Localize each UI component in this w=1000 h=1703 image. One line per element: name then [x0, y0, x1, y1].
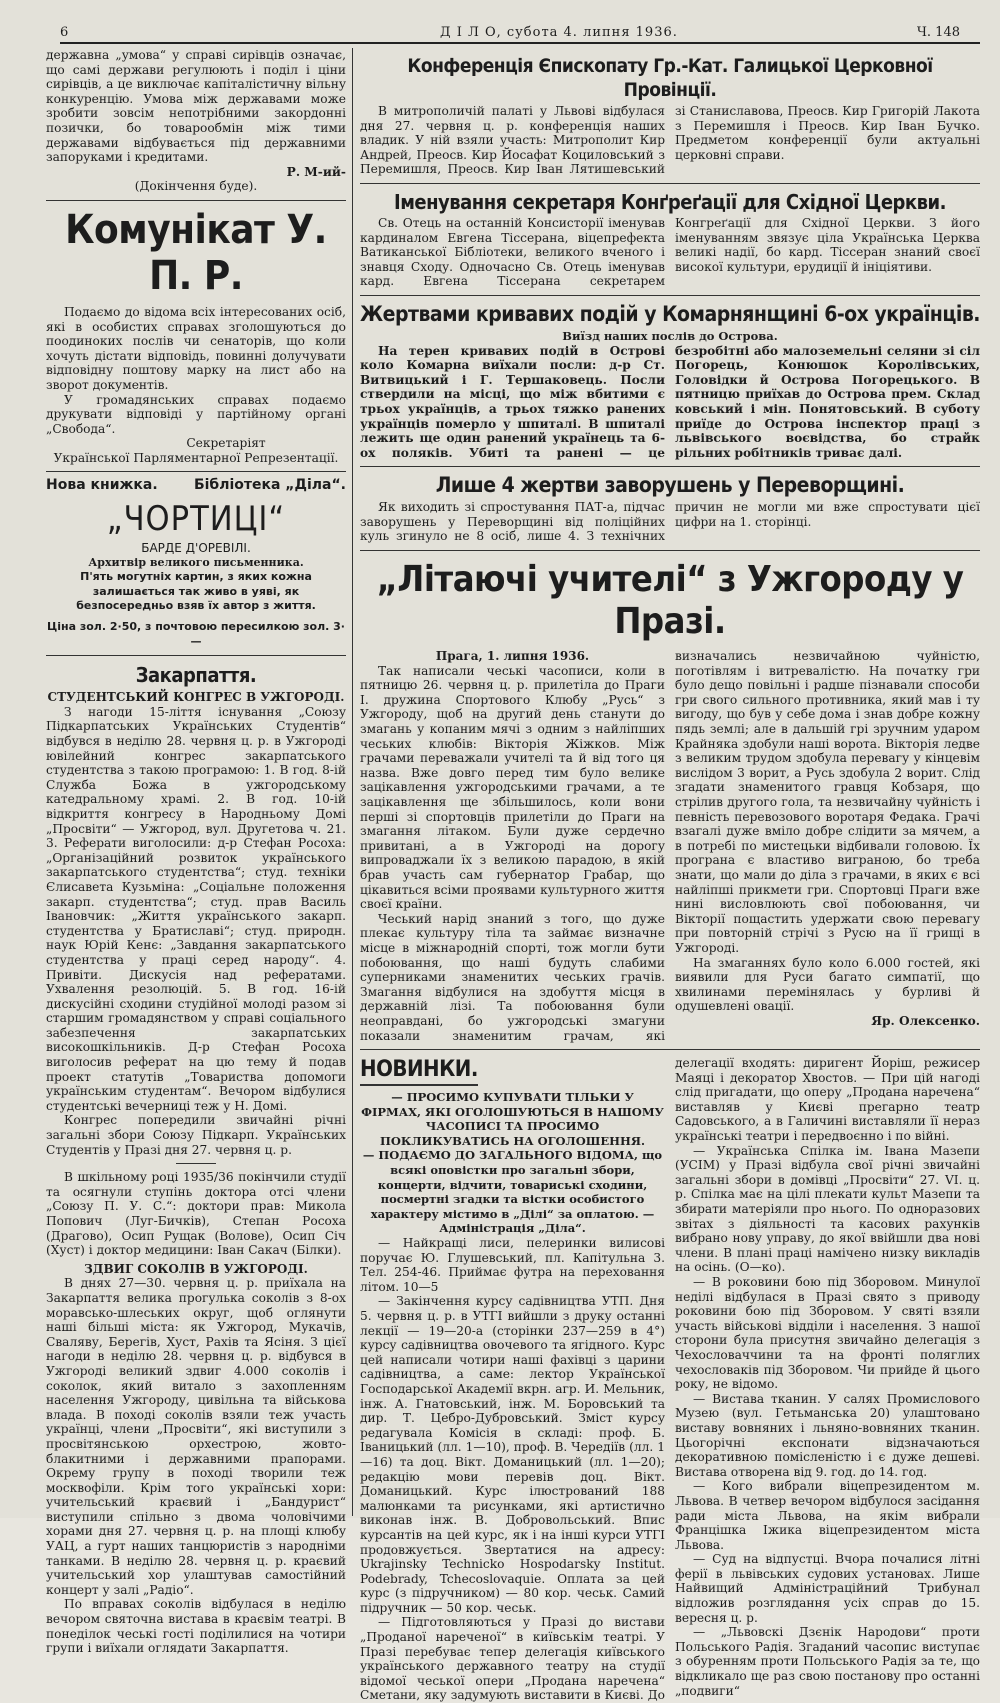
left-column: [46, 48, 346, 1656]
short-rule: [176, 1163, 216, 1164]
congress-title: СТУДЕНТСЬКИЙ КОНГРЕС В УЖГОРОДІ.: [47, 690, 345, 705]
page-number: 6: [60, 24, 69, 40]
ad-library: Бібліотека „Діла“.: [193, 477, 346, 494]
komunikat-paragraph: У громадянських справах подаємо друкувати відповіді у партійному органі „Свобода“.: [46, 392, 346, 436]
victims-subtitle: Виїзд наших послів до Острова.: [562, 328, 778, 343]
congress-paragraph: Конгрес попередили звичайні річні загальні збори Союзу Підкарп. Українських Студентів у Празі дня 27. червня ц. р.: [46, 1113, 346, 1157]
ad-label: Нова книжка.: [46, 477, 158, 494]
news-item: — Закінчення курсу садівництва УТП. Дня 5. червня ц. р. в УТГІ вийшли з друку останні лекції — 19—20-а (сторінки 237—259 в 4°) курсу садівництва овочевого та ягідного. Курс цей написали чотири наші фахівці з царини садівництва, а саме: лектор Української Господарської Академії вкрн. агр. И. Мельник, інж. А. Гнатовський, інж. М. Боровський та дир. Т. Цебро-Дубровський. Зміст курсу редагувала Комісія в складі: проф. Б. Іваницький (лл. 1—10), проф. В. Чередіїв (лл. 1—16) та доц. Вікт. Доманицький (лл. 1—20); редакцію мови перевів доц. Вікт. Доманицький. Курс ілюстрований 188 малюнками та рисунками, які артистично виконав інж. В. Добровольський. Впис курсантів на цей курс, як і на інші курси УТГІ продовжується. Звертатися на адресу: Ukrajinsky Technicko Hospodarsky Institut. Podebrady, Tchecoslovaquie. Оплата за цей курс (з підручником) — 80 кор. чеськ. Самий підручник — 50 кор. чеськ.: [360, 1294, 665, 1615]
congress-paragraph: З нагоди 15-ліття існування „Союзу Підкарпатських Українських Студентів“ відбувся в неділю 28. червня ц. р. в Ужгороді ювілейний конгрес закарпатського студентства з такою програмою: 1. В год. 8-ій Служба Божа в ужгородському катедральному храмі. 2. В год. 10-ій відкриття конгресу в Народньому Домі „Просвіти“ — Ужгород, вул. Другетова ч. 21. 3. Реферати виголосили: д-р Стефан Росоха: „Організаційний розвиток українського закарпатського студентства“; студ. техніки Єлисавета Кузьміна: „Соціальне положення закарп. студентства“; студ. прав Василь Івановчик: „Життя українського закарп. студентства у Братиславі“; студ. природн. наук Юрій Кенє: „Завдання закарпатського студентства у праці серед народу“. 4. Привіти. Дискусія над рефератами. Ухвалення резолюцій. 5. В год. 16-ій дискусійні сходини студійної молоді разом зі старшим громадянством у справі соціального забезпечення закарпатських високошкільників. Д-р Стефан Росоха виголосив реферат на цю тему й подав проект статутів „Товариства допомоги українським студентам“. Вечором відбулися студентські вечерниці теж у Н. Домі.: [46, 704, 346, 1113]
news-item: — „Львовскі Дзєнік Народови“ проти Польського Радія. Згаданий часопис виступає з обуренням проти Польського Радія за те, що відкликало ще раз свою постанову про останні „подвиги“: [675, 1625, 980, 1698]
divider: [360, 295, 980, 296]
news-item: — Кого вибрали віцепрезидентом м. Львова. В четвер вечором відбулося засідання ради міста Львова, на якім вибрали Францішка Іжика віцепрезидентом міста Львова.: [675, 1479, 980, 1552]
news-item: — Підготовляються у Празі до вистави „Проданої нареченої“ в київськім театрі. У Празі перебуває тепер делегація київського українського державного театру на студії відомої чеської опери „Продана наречена“ Сметани, яку задумують виставити в Києві. До делегації входять: диригент Йоріш, режисер Маяці і декоратор Хвостов. — При цій нагоді слід пригадати, що оперу „Продана наречена“ виставляв у Києві прегарно театр Садовського, а в Галичині виставляли її нераз українські театри і передвоєнно і по війні.: [360, 1056, 980, 1703]
article-author: Р. М-ий-: [286, 164, 346, 179]
divider: [46, 471, 346, 472]
news-item: — Вистава тканин. У салях Промислового Музею (вул. Гетьманська 20) улаштовано виставу вовняних і льняно-вовняних тканин. Цьогорічні експонати відзначаються декоративною помісленістю і є дуже дешеві. Вистава отворена від 9. год. до 14. год.: [675, 1391, 980, 1479]
doctors-paragraph: В шкільному році 1935/36 покінчили студії та осягнули ступінь доктора отсі члени „Союзу П. У. С.“: доктори прав: Микола Попович (Луг-Бичків), Степан Росоха (Драгово), Осип Рущак (Волове), Осип Січ (Хуст) і доктор медицини: Іван Сакач (Білки).: [46, 1170, 346, 1258]
teachers-paragraph: Так написали чеські часописи, коли в пятницю 26. червня ц. р. прилетіла до Праги І. дружина Спортового Клюбу „Русь“ з Ужгороду, щоб на другий день станути до змагань у копаним мячі з одним з найліпших чеських клюбів: Вікторія Жіжков. Між грачами переважали учителі та й від того ця назва. Вже довго перед тим було велике зацікавлення ужгородськими грачами, а те зацікавлення ще збільшилось, коли вони перші зі спортовців прилетіли до Праги на змагання літаком. Були дуже сердечно привитані, а в Ужгороді на дорогу випроваджали їх з великою парадою, в якій брав участь сам губернатор Грабар, що цікавиться всіми проявами культурного життя своєї країни.: [360, 663, 665, 912]
continuation-text: державна „умова“ у справі сирівців означає, що самі держави регулюють і поділ і ціни сирівців, а це виключає капіталістичну вільну конкуренцію. Умова між державами може зробити зовсім непотрібними закордонні позички, бо товарообмін між тими державами відбувається під державними запоруками і кредитами.: [46, 48, 346, 165]
book-author: БАРДЕ Д'ОРЕВІЛІ.: [141, 541, 251, 556]
news-section: [360, 1056, 980, 1703]
news-item: — Суд на відпустці. Вчора почалися літні ферії в львівських судових установах. Лише Найвищий Адміністраційний Трибунал відложив розглядання усіх справ до 15. вересня ц. р.: [675, 1552, 980, 1625]
teachers-paragraph: Чеський нарід знаний з того, що дуже плекає культуру тіла та займає визначне місце в міжнародній спорті, тож могли бути побоювання, що наші будуть слабими суперниками знаменитих чеських грачів. Змагання відбулися на здобуття місця в державній лізі. Та побоювання були неоправдані, бо ужгородські змагуни показали знаменитим грачам, які визначались незвичайною чуйністю, поготівлям і витревалістю. На початку гри було дещо повільні і радше пізнавали способи гри свого сильного противника, який мав і ту вигоду, що був у себе дома і знав добре кожну пядь землі; але в дальшій грі зручним ударом Крайняка здобули наші ворота. Вікторія ледве з великим трудом здобула перевагу у кінцевім вислідом 3 ворит, а Русь здобула 2 ворит. Слід згадати знаменитого гравця Кобзаря, що стрілив другого гола, та незвичайну чуйність і певність перевозового воротаря Федака. Грачі взагалі дуже вміло добре слідити за мячем, а в потребі по мистецьки відбивали головою. Їх програна є властиво виграною, бо треба знати, що мали до діла з грачами, в яких є всі найліпші прикмети гри. Спортовці Праги вже нині висловлюють свої побоювання, чи Вікторії пощастить удержати свою перевагу при повторній стрічі з Русю на її грищі в Ужгороді.: [360, 649, 980, 1043]
header-rule: [60, 42, 980, 44]
book-ad-header: [46, 478, 346, 493]
news-item: — Українська Спілка ім. Івана Мазепи (УСІМ) у Празі відбула свої річні звичайні загальні збори в домівці „Просвіти“ 27. VI. ц. р. Спілка має на цілі плекати культ Мазепи та збирати матеріяли про нього. По одноразових звітах з діяльності та касових рахунків вибрано нову управу, до якої ввійшли два нові члени. В плані праці намічено низку викладів на осінь. (О—ко).: [675, 1143, 980, 1275]
continuation-note: (Докінчення буде).: [134, 179, 258, 194]
issue-number: Ч. 148: [916, 24, 960, 40]
komunikat-paragraph: Подаємо до відома всіх інтересованих осіб, які в особистих справах зголошуються до поодиноких послів чи сенаторів, що коли хочуть дістати відповідь, повинні долучувати відповідну поштову марку на лист або на зворот документів.: [46, 304, 346, 392]
news-caps: — ПОДАЄМО ДО ЗАГАЛЬНОГО ВІДОМА, що всякі оповістки про загальні збори, концерти, відчити, товариські сходини, посмертні згадки та вістки особистого характеру містимо в „Ділі“ за оплатою. — Адміністрація „Діла“.: [362, 1148, 663, 1236]
secretary-title: Іменування секретаря Конґреґації для Східної Церкви.: [394, 189, 946, 214]
news-item: — Найкращі лиси, пелеринки вилисові поручає Ю. Глушевський, пл. Капітульна 3. Тел. 254-46. Приймає футра на переховання літом. 10—5: [360, 1236, 665, 1294]
divider: [360, 183, 980, 184]
book-subtitle: Архитвір великого письменника.: [88, 555, 304, 569]
sokil-paragraph: В днях 27—30. червня ц. р. приїхала на Закарпаття велика прогулька соколів з 8-ох моравсько-шлеських округ, щоб оглянути наші більші міста: як Ужгород, Мукачів, Сваляву, Берегів, Хуст, Рахів та Ясіня. З цієї нагоди в неділю 28. червня ц. р. відбувся в Ужгороді великий здвиг 4.000 соколів і соколок, який витало з захопленням населення Ужгороду, цивільна та військова влада. В поході соколів взяли теж участь українці, члени „Просвіти“, які виступили з просвітянською орхестрою, жовто-блакитними і державними прапорами. Окрему групу в поході творили теж москвофіли. Крім того українські хори: учительський краєвий і „Бандурист“ виступили спільно з двома чоловічими хорами дня 27. червня ц. р. на площі клюбу УАЦ, а гурт наших танцюристів з народніми танками. В неділю 28. червня ц. р. краєвий учительський хор улаштував самостійний концерт у залі „Радіо“.: [46, 1276, 346, 1597]
komunikat-signature: Української Парляментарної Репрезентації.: [53, 450, 339, 465]
masthead: Д І Л О, субота 4. липня 1936.: [440, 24, 678, 40]
victims-title: Жертвами кривавих подій у Комарнянщині 6-ох українців.: [360, 301, 980, 326]
perev-text: Як виходить зі спростування ПАТ-а, підчас заворушень у Переворщині від поліційних куль згинуло не 8 осіб, лише 4. З технічних причин не могли ми вже спростувати цієї цифри на 1. сторінці.: [360, 500, 980, 544]
secretary-text: Св. Отець на останній Консисторії іменував кардиналом Евгена Тіссерана, віцепрефекта Ватиканської Бібліотеки, великого вченого і знавця Сходу. Одночасно Св. Отець іменував кард. Евгена Тіссерана секретарем Конгреґації для Східної Церкви. З його іменуванням звязує ціла Українська Церква великі надії, бо кард. Тіссеран знаний своєї високої культури, ерудиції й ініціятиви.: [360, 215, 980, 289]
right-column: [360, 48, 980, 1703]
book-description: П'ять могутніх картин, з яких кожна залишається так живо в уяві, як безпосередньо взяв їх автор з життя.: [76, 570, 316, 613]
divider: [46, 200, 346, 201]
divider: [360, 1049, 980, 1050]
zakarpattia-title: Закарпаття.: [135, 663, 257, 688]
divider: [46, 655, 346, 656]
conference-title: Конференція Єпископату Гр.-Кат. Галицької Церковної Провінції.: [407, 55, 933, 101]
book-price: Ціна зол. 2·50, з почтовою пересилкою зол. 3·—: [47, 620, 345, 648]
news-title: НОВИНКИ.: [360, 1056, 478, 1086]
sokil-title: ЗДВИГ СОКОЛІВ В УЖГОРОДІ.: [84, 1261, 308, 1276]
komunikat-title: Комунікат У. П. Р.: [65, 206, 327, 299]
teachers-dateline: Прага, 1. липня 1936.: [435, 649, 590, 664]
divider: [360, 466, 980, 467]
column-divider: [352, 48, 353, 1516]
book-title: „ЧОРТИЦІ“: [106, 499, 286, 540]
news-caps: — ПРОСИМО КУПУВАТИ ТІЛЬКИ У ФІРМАХ, ЯКІ ОГОЛОШУЮТЬСЯ В НАШОМУ ЧАСОПИСІ ТА ПРОСИМО ПОКЛИКУВАТИСЬ НА ОГОЛОШЕННЯ.: [361, 1090, 664, 1148]
teachers-article: [360, 649, 980, 1043]
teachers-title: „Літаючі учителі“ з Ужгороду у Празі.: [376, 559, 964, 643]
sokil-paragraph: По вправах соколів відбулася в неділю вечором святочна вистава в краєвім театрі. В понеділок чеські гості поділилися на чотири групи і виїхали оглядати Закарпаття.: [46, 1597, 346, 1656]
divider: [360, 550, 980, 551]
perev-title: Лише 4 жертви заворушень у Переворщині.: [435, 473, 905, 498]
page-header: [60, 22, 980, 42]
conference-text: В митрополичій палаті у Львові відбулася дня 27. червня ц. р. конференція наших владик. У ній взяли участь: Митрополит Кир Андрей, Преосв. Кир Йосафат Коциловський з Перемишля, Преосв. Кир Іван Лятишевський зі Станиславова, Преосв. Кир Григорій Лакота з Перемишля і Преосв. Кир Іван Бучко. Предметом конференції були актуальні церковні справи.: [360, 104, 980, 177]
teachers-signature: Яр. Олексенко.: [871, 1013, 980, 1028]
news-item: — В роковини бою під Зборовом. Минулої неділі відбулася в Празі свято з приводу роковини бою під Зборовом. У святі взяли участь військові відділи і населення. З нашої сторони була присутня звичайно делегація з Чехословаччини та на фронті поляглих чехословаків під Зборовом. Чи прийде й цього року, не відомо.: [675, 1275, 980, 1392]
teachers-paragraph: На змаганнях було коло 6.000 гостей, які виявили для Руси багато симпатії, що хвилинами перемінялась у бурливі й одушевлені овації.: [675, 955, 980, 1014]
komunikat-signature: Секретаріят: [186, 436, 266, 451]
victims-text: На терен кривавих подій в Острові коло Комарна виїхали посли: д-р Ст. Витвицький і Г. Тершаковець. Посли ствердили на місці, що між вбитими є трьох українців, а трьох тяжко ранених українців померло у шпиталі. В шпиталі лежить ще один ранений українець та 6-ох поляків. Убиті та ранені — це безробітні або малоземельні селяни зі сіл Погорець, Конюшок Королівських, Головідки й Острова Погорецького. В пятницю приїхав до Острова прем. Склад ковський і мін. Понятовський. В суботу приїде до Острова інспектор праці з львівського воєвідства, бо страйк рільних робітників триває далі.: [360, 343, 980, 460]
